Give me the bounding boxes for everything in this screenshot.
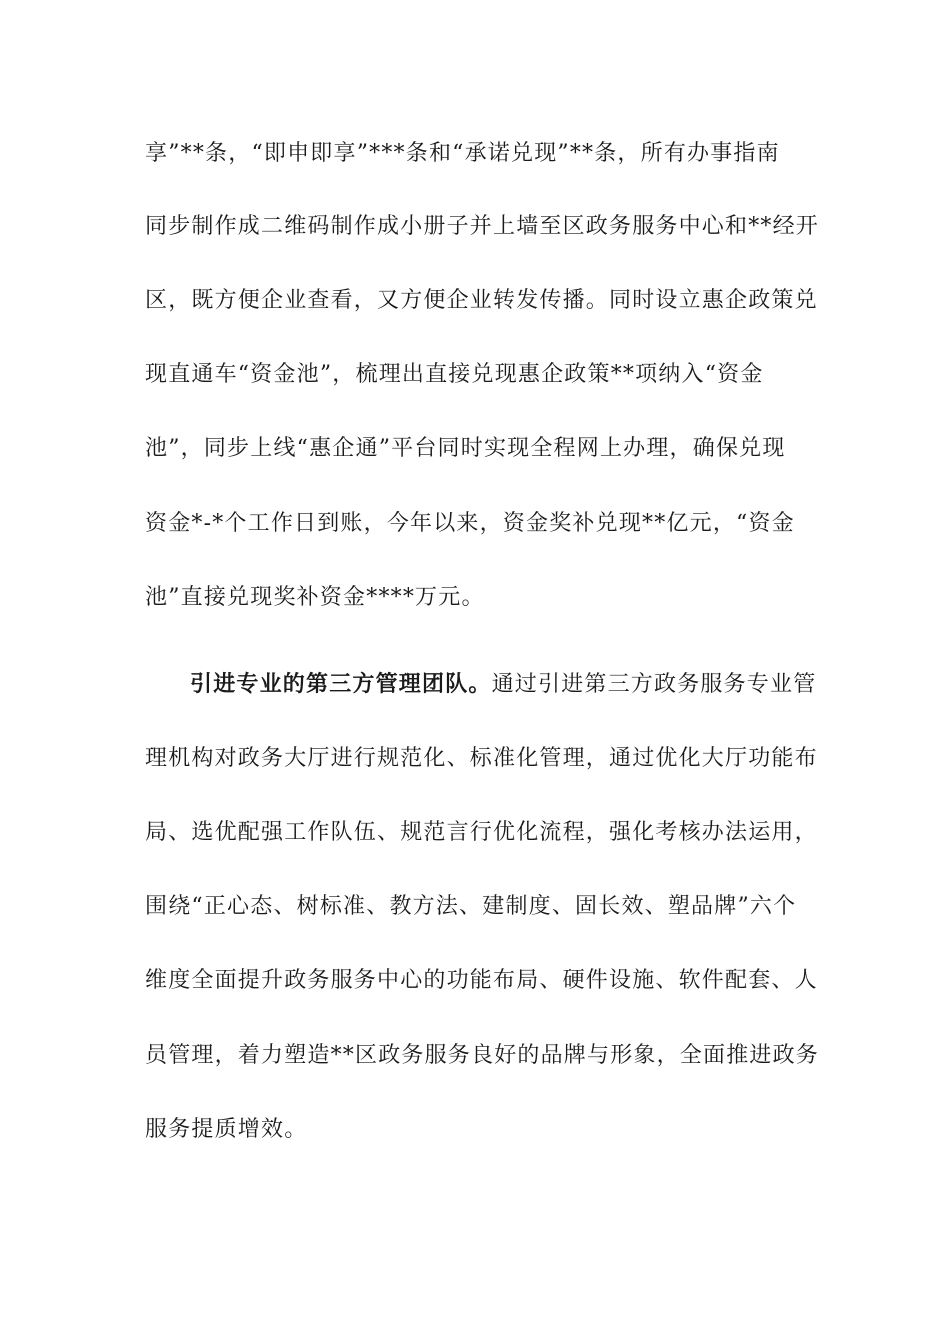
- paragraph-first-line: [190, 670, 816, 700]
- paragraph-line: 资金*-*个工作日到账，今年以来，资金奖补兑现**亿元，“资金: [145, 511, 795, 536]
- paragraph-line: 局、选优配强工作队伍、规范言行优化流程，强化考核办法运用，: [145, 820, 818, 845]
- paragraph-line: 员管理，着力塑造**区政务服务良好的品牌与形象，全面推进政务: [145, 1043, 820, 1068]
- paragraph-line: 同步制作成二维码制作成小册子并上墙至区政务服务中心和**经开: [145, 214, 820, 239]
- paragraph-line: 围绕“正心态、树标准、教方法、建制度、固长效、塑品牌”六个: [145, 894, 797, 919]
- paragraph-line: 池”直接兑现奖补资金****万元。: [145, 585, 485, 610]
- paragraph-heading-continuation: 通过引进第三方政务服务专业管: [491, 672, 817, 697]
- paragraph-line: 服务提质增效。: [145, 1117, 308, 1142]
- paragraph-line: 区，既方便企业查看，又方便企业转发传播。同时设立惠企政策兑: [145, 288, 818, 313]
- paragraph-line: 享”**条，“即申即享”***条和“承诺兑现”**条，所有办事指南: [145, 141, 780, 166]
- paragraph-line: 维度全面提升政务服务中心的功能布局、硬件设施、软件配套、人: [145, 968, 818, 993]
- paragraph-line: 池”，同步上线“惠企通”平台同时实现全程网上办理，确保兑现: [145, 436, 786, 461]
- paragraph-line: 现直通车“资金池”，梳理出直接兑现惠企政策**项纳入“资金: [145, 362, 764, 387]
- paragraph-line: 理机构对政务大厅进行规范化、标准化管理，通过优化大厅功能布: [145, 746, 818, 771]
- paragraph-heading: 引进专业的第三方管理团队。: [190, 672, 492, 697]
